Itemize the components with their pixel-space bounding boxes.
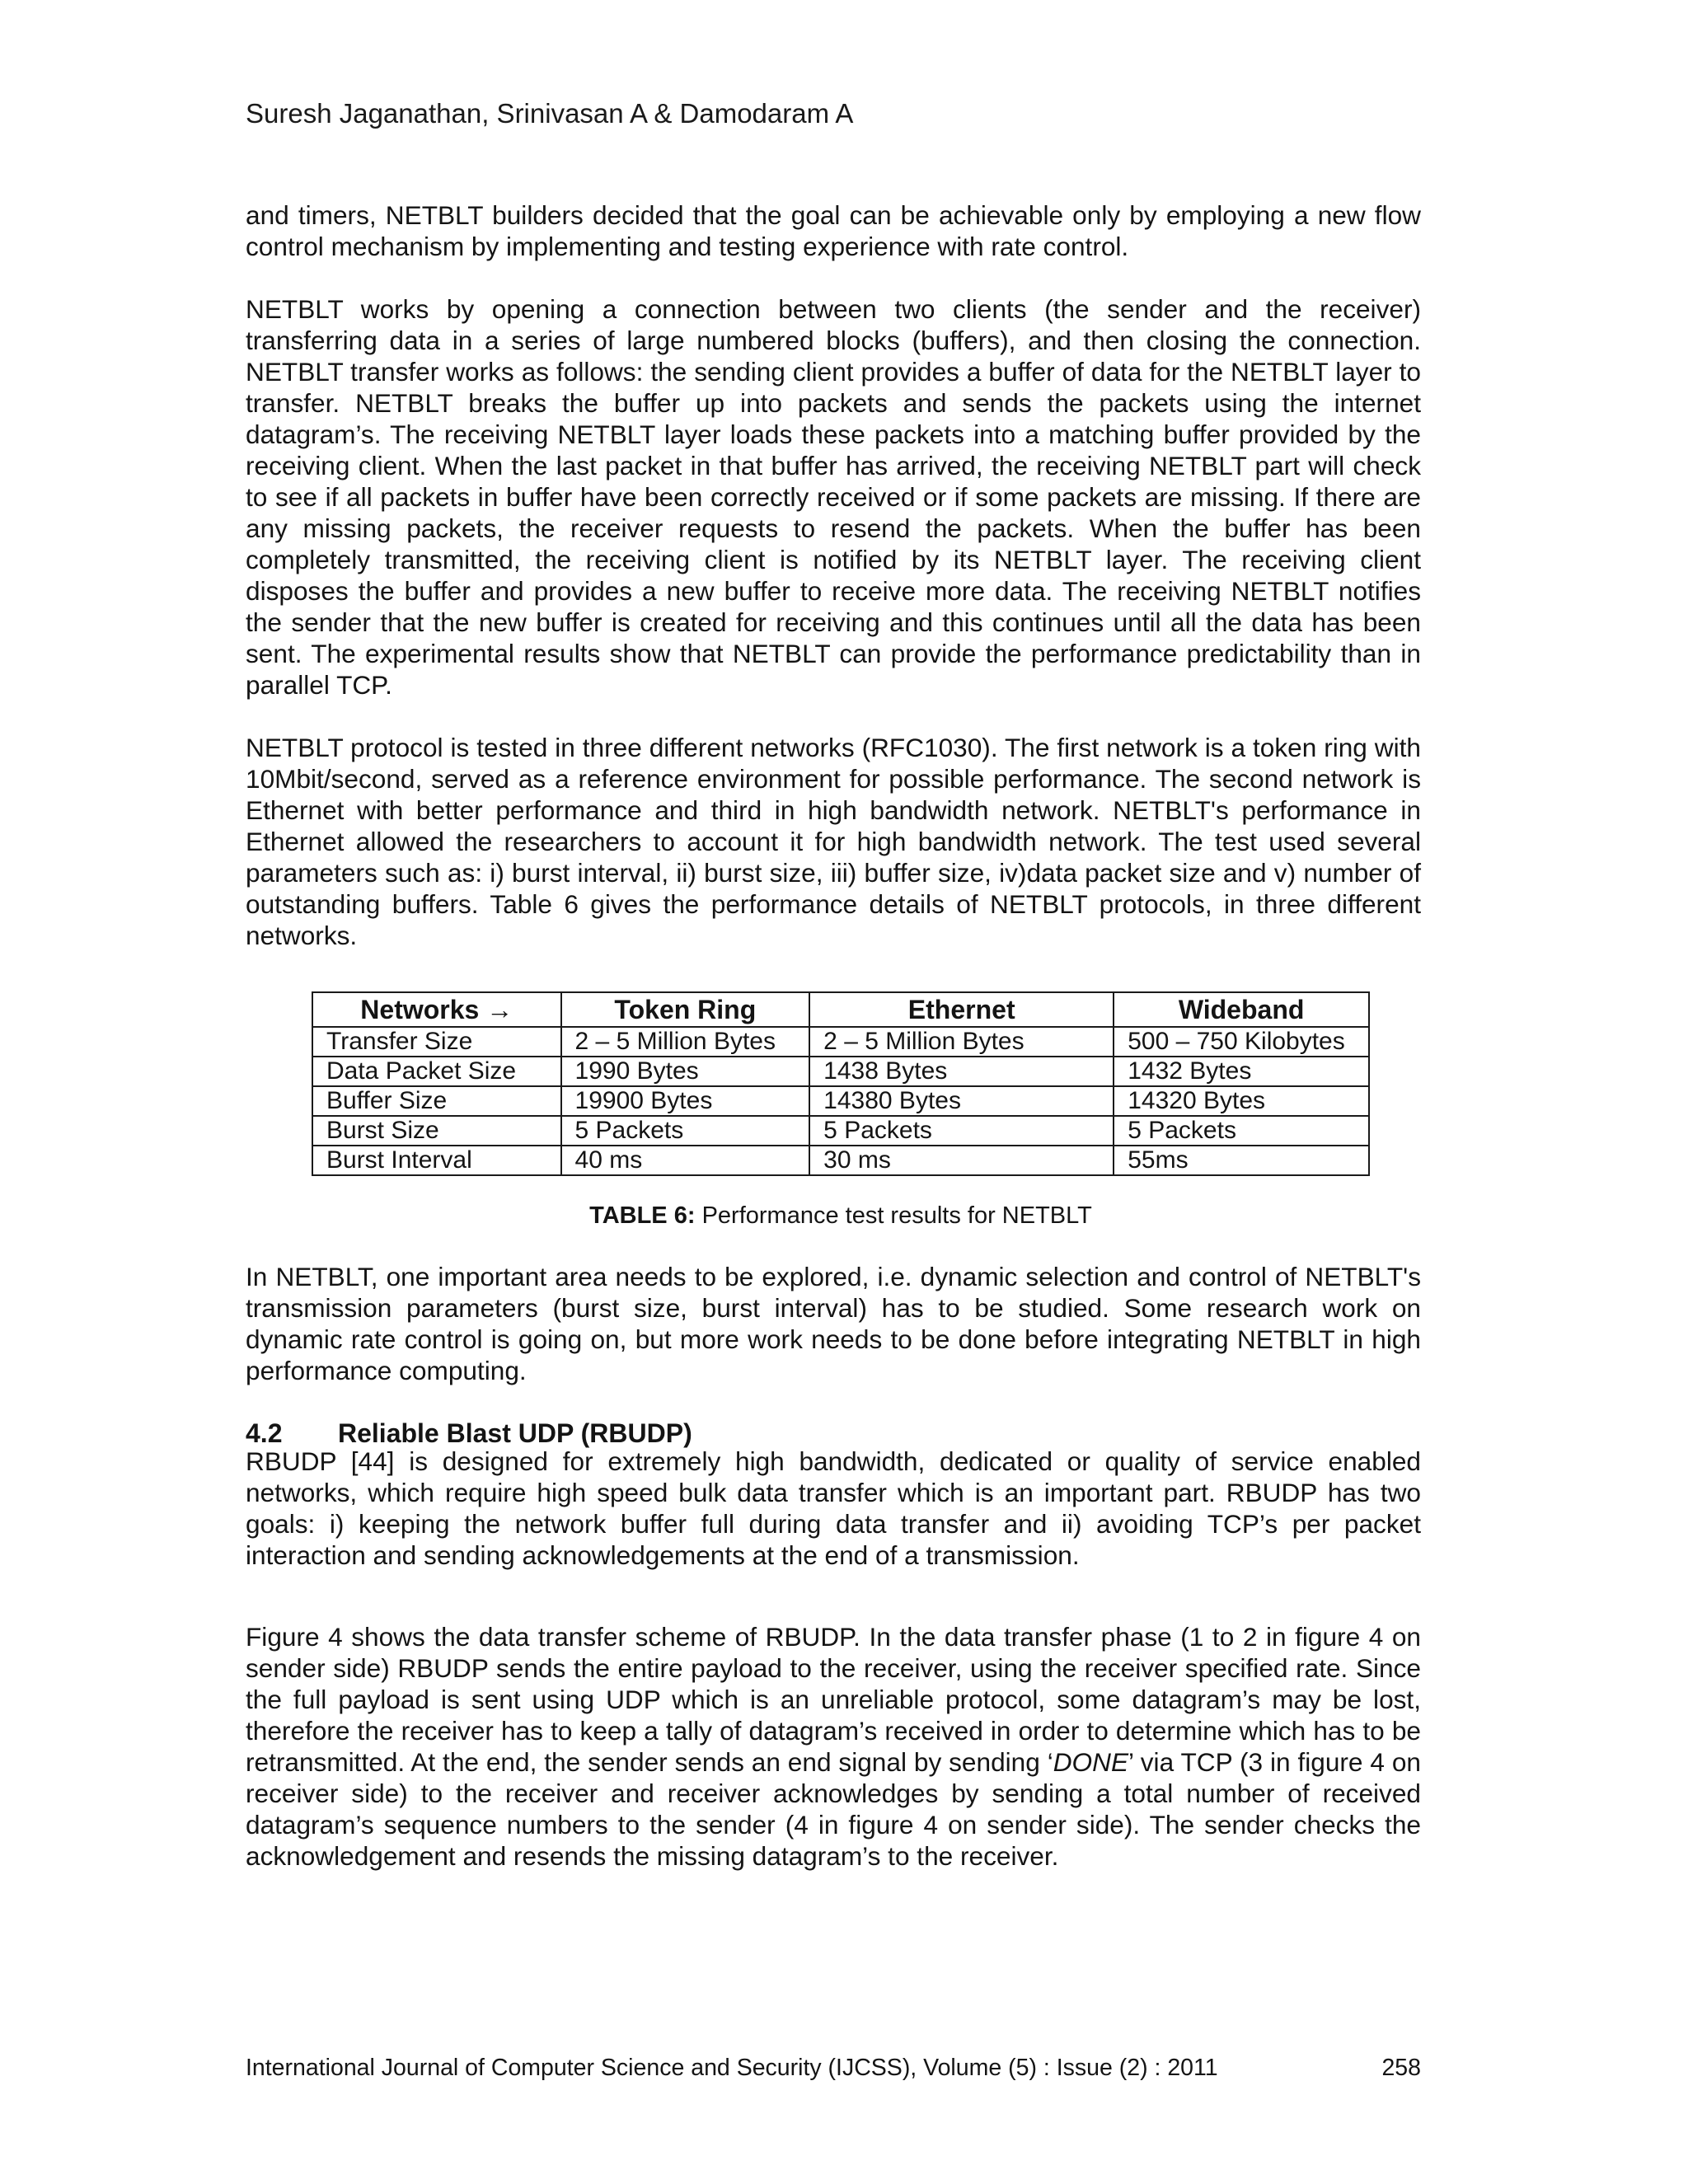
table-cell: 30 ms [809,1146,1114,1175]
table-caption-text: Performance test results for NETBLT [701,1202,1092,1229]
table-cell: 14320 Bytes [1114,1086,1369,1116]
table-cell: 5 Packets [1114,1116,1369,1146]
table-row [312,1146,1369,1175]
page-number: 258 [1381,2055,1421,2081]
table-cell: 55ms [1114,1146,1369,1175]
table-header-token-ring: Token Ring [561,992,810,1027]
section-title: Reliable Blast UDP (RBUDP) [338,1418,692,1448]
table-header-row [312,992,1369,1027]
table-cell: 1990 Bytes [561,1057,810,1086]
table-header-networks: Networks → [312,992,561,1027]
paragraph-4: In NETBLT, one important area needs to be explored, i.e. dynamic selection and control of NETBLT's transmission parameters (burst size, burst interval) has to be studied. Some research work on dynamic rate control is going on, but more work needs to be done before integrating NETBLT in high performance computing. [246,1262,1421,1385]
table-caption-label: TABLE 6: [589,1202,696,1229]
table-row [312,1057,1369,1086]
table-row [312,1027,1369,1057]
table-row [312,1086,1369,1116]
table-caption [312,1202,1370,1230]
performance-table [312,991,1370,1176]
journal-citation: International Journal of Computer Science and Security (IJCSS), Volume (5) : Issue (2) : 2011 [246,2055,1218,2081]
table-cell: 14380 Bytes [809,1086,1114,1116]
section-number: 4.2 [246,1418,283,1448]
table-cell: Transfer Size [312,1027,561,1057]
table-cell: 500 – 750 Kilobytes [1114,1027,1369,1057]
table-cell: 5 Packets [561,1116,810,1146]
page-footer [246,2054,1421,2082]
table-cell: Buffer Size [312,1086,561,1116]
paragraph-3: NETBLT protocol is tested in three different networks (RFC1030). The first network is a token ring with 10Mbit/second, served as a reference environment for possible performance. The second network is Ethernet with better performance and third in high bandwidth network. NETBLT's performance in Ethernet allowed the researchers to account it for high bandwidth network. The test used several parameters such as: i) burst interval, ii) burst size, iii) buffer size, iv)data packet size and v) number of outstanding buffers. Table 6 gives the performance details of NETBLT protocols, in three different networks. [246,733,1421,950]
table-cell: Data Packet Size [312,1057,561,1086]
table-header-ethernet: Ethernet [809,992,1114,1027]
table-cell: Burst Interval [312,1146,561,1175]
running-header-authors: Suresh Jaganathan, Srinivasan A & Damodaram A [246,98,854,129]
paragraph-6: Figure 4 shows the data transfer scheme of RBUDP. In the data transfer phase (1 to 2 in figure 4 on sender side) RBUDP sends the entire payload to the receiver, using the receiver specified rate. Since the full payload is sent using UDP which is an unreliable protocol, some datagram’s may be lost, therefore the receiver has to keep a tally of datagram’s received in order to determine which has to be retransmitted. At the end, the sender sends an end signal by sending ‘DONE’ via TCP (3 in figure 4 on receiver side) to the receiver and receiver acknowledges by sending a total number of received datagram’s sequence numbers to the sender (4 in figure 4 on sender side). The sender checks the acknowledgement and resends the missing datagram’s to the receiver. [246,1622,1422,1871]
arrow-right-icon: → [486,995,513,1024]
table-cell: Burst Size [312,1116,561,1146]
table-row [312,1116,1369,1146]
table-cell: 19900 Bytes [561,1086,810,1116]
table-cell: 40 ms [561,1146,810,1175]
table-cell: 2 – 5 Million Bytes [809,1027,1114,1057]
table-cell: 1438 Bytes [809,1057,1114,1086]
table-cell: 2 – 5 Million Bytes [561,1027,810,1057]
paragraph-1: and timers, NETBLT builders decided that the goal can be achievable only by employing a new flow control mechanism by implementing and testing experience with rate control. [246,200,1421,261]
done-signal-text: DONE [1053,1747,1129,1777]
paragraph-2: NETBLT works by opening a connection between two clients (the sender and the receiver) transferring data in a series of large numbered blocks (buffers), and then closing the connection. NETBLT transfer works as follows: the sending client provides a buffer of data for the NETBLT layer to transfer. NETBLT breaks the buffer up into packets and sends the packets using the internet datagram’s. The receiving NETBLT layer loads these packets into a matching buffer provided by the receiving client. When the last packet in that buffer has arrived, the receiving NETBLT part will check to see if all packets in buffer have been correctly received or if some packets are missing. If there are any missing packets, the receiver requests to resend the packets. When the buffer has been completely transmitted, the receiving client is notified by its NETBLT layer. The receiving client disposes the buffer and provides a new buffer to receive more data. The receiving NETBLT notifies the sender that the new buffer is created for receiving and this continues until all the data has been sent. The experimental results show that NETBLT can provide the performance predictability than in parallel TCP. [246,294,1421,700]
table-cell: 5 Packets [809,1116,1114,1146]
table-header-wideband: Wideband [1114,992,1369,1027]
table-cell: 1432 Bytes [1114,1057,1369,1086]
paragraph-5: RBUDP [44] is designed for extremely high bandwidth, dedicated or quality of service enabled networks, which require high speed bulk data transfer which is an important part. RBUDP has two goals: i) keeping the network buffer full during data transfer and ii) avoiding TCP’s per packet interaction and sending acknowledgements at the end of a transmission. [246,1446,1421,1570]
section-heading [246,1418,692,1449]
